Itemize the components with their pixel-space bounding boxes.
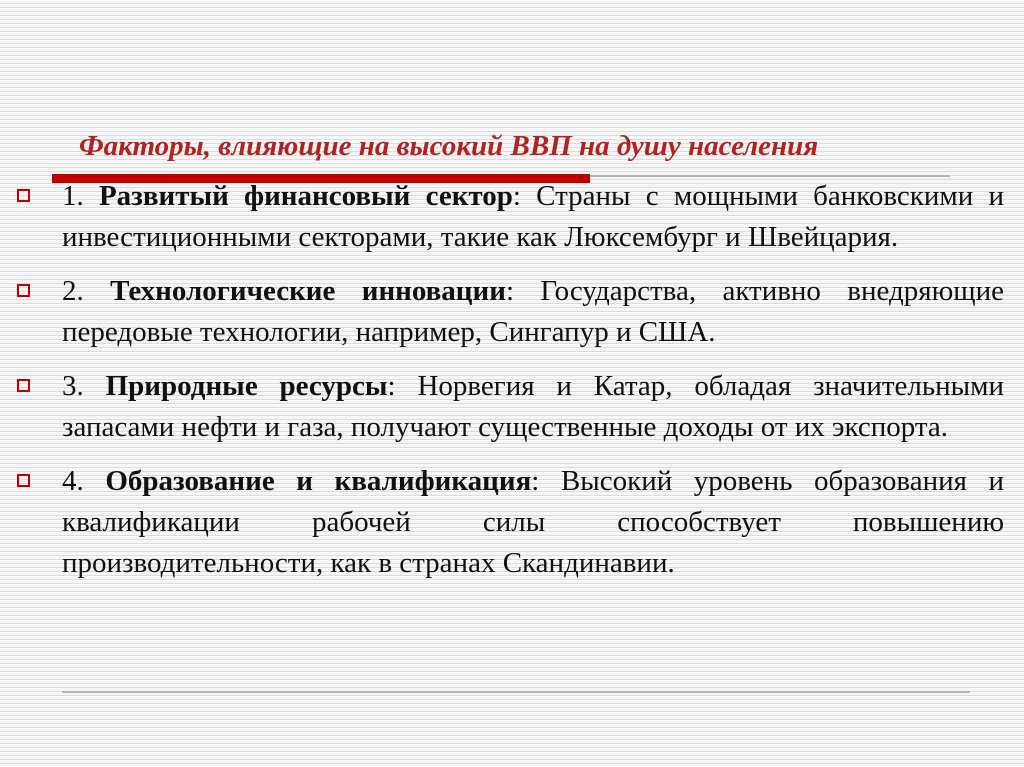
item-number: 2. bbox=[62, 275, 84, 307]
hollow-square-bullet-icon bbox=[17, 474, 30, 487]
item-text: Высокий уровень образования и квалификации рабочей силы способствует повышению производительности, как в странах Скандинавии. bbox=[62, 465, 1005, 579]
list-item bbox=[14, 461, 1004, 584]
item-number: 3. bbox=[62, 370, 84, 402]
item-text: Норвегия и Катар, обладая значительными запасами нефти и газа, получают существенные доходы от их экспорта. bbox=[62, 370, 1004, 443]
item-term: Природные ресурсы bbox=[105, 370, 388, 402]
hollow-square-bullet-icon bbox=[17, 379, 30, 392]
hollow-square-bullet-icon bbox=[17, 284, 30, 297]
item-term: Развитый финансовый сектор bbox=[98, 180, 513, 212]
list-item bbox=[14, 366, 1004, 448]
slide-title: Факторы, влияющие на высокий ВВП на душу населения bbox=[79, 130, 819, 162]
hollow-square-bullet-icon bbox=[17, 189, 30, 202]
bottom-rule bbox=[62, 691, 970, 693]
item-separator: : bbox=[387, 370, 396, 402]
item-term: Технологические инновации bbox=[110, 275, 506, 307]
factor-list bbox=[14, 176, 1004, 597]
item-separator: : bbox=[531, 465, 540, 497]
item-separator: : bbox=[505, 275, 514, 307]
item-term: Образование и квалификация bbox=[105, 465, 532, 497]
item-separator: : bbox=[512, 180, 521, 212]
list-item bbox=[14, 176, 1004, 258]
list-item bbox=[14, 271, 1004, 353]
item-number: 4. bbox=[62, 465, 84, 497]
item-text: Государства, активно внедряющие передовые технологии, например, Сингапур и США. bbox=[62, 275, 1004, 348]
item-number: 1. bbox=[62, 180, 84, 212]
item-text: Страны с мощными банковскими и инвестиционными секторами, такие как Люксембург и Швейцария. bbox=[62, 180, 1004, 253]
